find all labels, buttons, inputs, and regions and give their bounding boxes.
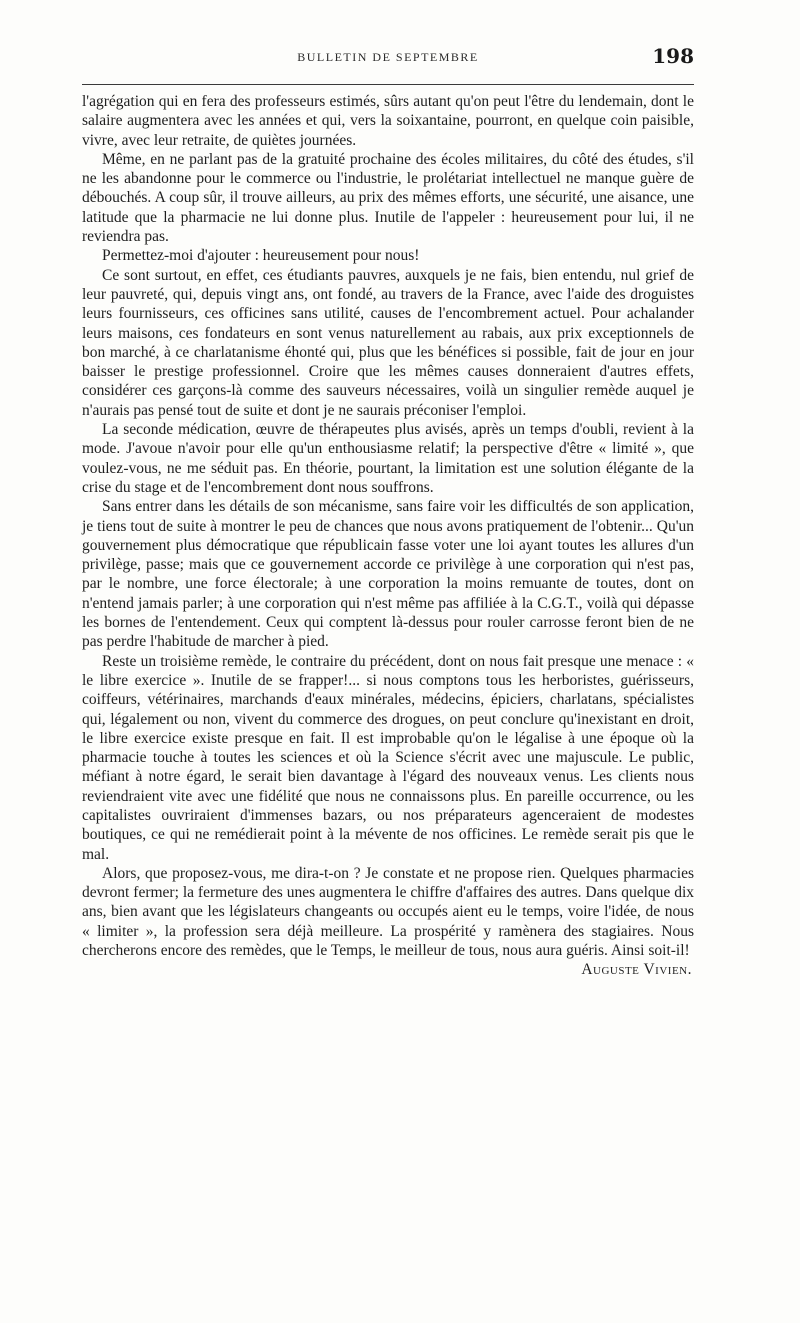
paragraph-5: La seconde médication, œuvre de thérapeutes plus avisés, après un temps d'oubli, revient à la mode. J'avoue n'avoir pour elle qu'un enthousiasme relatif; la perspective d'être « limité », que voulez-vous, ne me séduit pas. En théorie, pourtant, la limitation est une solution élégante de la crise du stage et de l'encombrement dont nous souffrons. — [82, 421, 694, 496]
header-rule — [82, 84, 694, 85]
paragraph-2: Même, en ne parlant pas de la gratuité prochaine des écoles militaires, du côté des études, s'il ne les abandonne pour le commerce ou l'industrie, le prolétariat intellectuel ne manque guère de débouchés. A coup sûr, il trouve ailleurs, au prix des mêmes efforts, une sécurité, une aisance, une latitude que la pharmacie ne lui donne plus. Inutile de l'appeler : heureusement pour lui, il ne reviendra pas. — [82, 150, 694, 246]
paragraph-1: l'agrégation qui en fera des professeurs estimés, sûrs autant qu'on peut l'être du lendemain, dont le salaire augmentera avec les années et qui, vers la soixantaine, pourront, en quelque coin paisible, vivre, avec leur retraite, de quiètes journées. — [82, 93, 694, 149]
paragraph-6: Sans entrer dans les détails de son mécanisme, sans faire voir les difficultés de son application, je tiens tout de suite à montrer le peu de chances que nous avons pratiquement de l'obtenir... Qu'un gouvernement plus démocratique que républicain fasse voter une loi ayant toutes les allures d'un privilège, passe; mais que ce gouvernement accorde ce privilège à une corporation qui n'est pas, par le nombre, une force électorale; à une corporation la moins remuante de toutes, dont on n'entend jamais parler; à une corporation qui n'est même pas affiliée à la C.G.T., voilà qui dépasse les bornes de l'entendement. Ceux qui comptent là-dessus pour rouler carrosse feront bien de ne pas perdre l'habitude de marcher à pied. — [82, 498, 694, 651]
paragraph-7: Reste un troisième remède, le contraire du précédent, dont on nous fait presque une menace : « le libre exercice ». Inutile de se frapper!... si nous comptons tous les herboristes, guérisseurs, coiffeurs, vétérinaires, marchands d'eaux minérales, médecins, épiciers, charlatans, spécialistes qui, légalement ou non, vivent du commerce des drogues, on peut conclure qu'inexistant en droit, le libre exercice existe presque en fait. Il est improbable qu'on le légalise à une époque où la pharmacie touche à toutes les sciences et où la Science s'écrit avec une majuscule. Le public, méfiant à notre égard, le serait bien davantage à l'égard des nouveaux venus. Les clients nous reviendraient vite avec une fidélité que nous ne connaissons plus. En pareille occurrence, ou les capitalistes ouvriraient d'immenses bazars, ou nos préparateurs agenceraient de modestes boutiques, ce qui ne remédierait point à la mévente de nos officines. Le remède serait pis que le mal. — [82, 652, 694, 863]
paragraph-8 — [82, 864, 694, 979]
page-header — [82, 44, 694, 78]
running-title: BULLETIN DE SEPTEMBRE — [297, 50, 479, 64]
page-number: 198 — [652, 44, 694, 68]
paragraph-3: Permettez-moi d'ajouter : heureusement pour nous! — [102, 247, 420, 265]
author-signature: Auguste Vivien. — [581, 961, 692, 979]
paragraph-4: Ce sont surtout, en effet, ces étudiants pauvres, auxquels je ne fais, bien entendu, nul grief de leur pauvreté, qui, depuis vingt ans, ont fondé, au travers de la France, avec l'aide des droguistes leurs fournisseurs, ces officines sans utilité, causes de l'encombrement actuel. Pour achalander leurs maisons, ces fondateurs en sont venus naturellement au rabais, aux prix exceptionnels de bon marché, à ce charlatanisme éhonté qui, plus que les bénéfices si possible, fait de jour en jour baisser le prestige professionnel. Croire que les mêmes causes donneraient d'autres effets, considérer ces garçons-là comme des sauveurs nécessaires, voilà un singulier remède auquel je n'aurais pas pensé tout de suite et dont je ne saurais préconiser l'emploi. — [82, 266, 694, 419]
paragraph-8-text: Alors, que proposez-vous, me dira-t-on ? Je constate et ne propose rien. Quelques pharmacies devront fermer; la fermeture des unes augmentera le chiffre d'affaires des autres. Dans quelque dix ans, bien avant que les législateurs changeants ou occupés aient eu le temps, voire l'idée, de nous « limiter », la profession sera déjà meilleure. La prospérité y ramènera des stagiaires. Nous chercherons encore des remèdes, que le Temps, le meilleur de tous, nous aura guéris. Ainsi soit-il! — [82, 864, 694, 960]
article-body — [82, 92, 694, 980]
